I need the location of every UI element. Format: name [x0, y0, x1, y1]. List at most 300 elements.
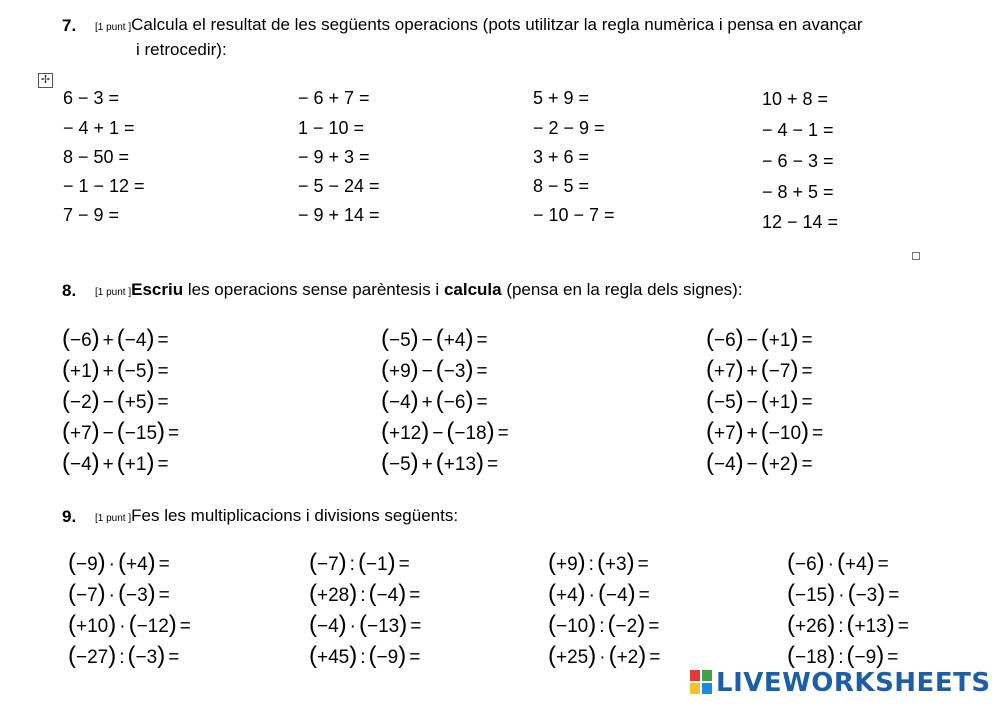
operand-a: −9	[76, 554, 98, 575]
operator: −	[102, 392, 114, 413]
question-7-statement-line2: i retrocedir):	[136, 40, 227, 59]
operand-a: −15	[795, 585, 828, 606]
open-paren: (	[706, 387, 714, 414]
operand-b: +1	[768, 330, 791, 351]
close-paren: )	[398, 580, 407, 607]
operation	[548, 580, 650, 608]
operation	[706, 356, 813, 384]
operator: ·	[349, 616, 356, 637]
operator: +	[746, 361, 758, 382]
operand-b: −3	[855, 585, 878, 606]
operand-a: −4	[389, 392, 411, 413]
operation	[62, 449, 169, 477]
question-9-statement	[95, 504, 458, 531]
open-paren: (	[760, 387, 769, 414]
open-paren: (	[760, 325, 769, 352]
close-paren: )	[108, 611, 117, 638]
operand-b: −9	[854, 647, 877, 668]
operator: −	[421, 330, 433, 351]
operator: ·	[588, 585, 595, 606]
open-paren: (	[435, 356, 444, 383]
close-paren: )	[877, 580, 886, 607]
operand-a: +4	[556, 585, 578, 606]
operand-b: −4	[606, 585, 628, 606]
open-paren: (	[846, 611, 855, 638]
operator: :	[838, 616, 844, 637]
operation: − 6 − 3 =	[762, 151, 834, 171]
equals-sign: =	[648, 616, 660, 637]
equals-sign: =	[801, 330, 813, 351]
close-paren: )	[421, 418, 430, 445]
equals-sign: =	[476, 361, 488, 382]
equals-sign: =	[812, 423, 824, 444]
open-paren: (	[548, 580, 556, 607]
operand-a: +45	[317, 647, 350, 668]
close-paren: )	[465, 387, 474, 414]
operation	[381, 356, 488, 384]
operator: ·	[827, 554, 834, 575]
question-7-number: 7.	[62, 16, 77, 35]
open-paren: (	[116, 387, 125, 414]
close-paren: )	[108, 642, 117, 669]
close-paren: )	[168, 611, 177, 638]
close-paren: )	[827, 611, 836, 638]
open-paren: (	[381, 325, 389, 352]
close-paren: )	[91, 387, 100, 414]
operand-b: −10	[768, 423, 802, 444]
operator: ·	[108, 585, 115, 606]
open-paren: (	[116, 325, 125, 352]
close-paren: )	[410, 325, 419, 352]
open-paren: (	[381, 356, 389, 383]
open-paren: (	[607, 611, 616, 638]
equals-sign: =	[637, 554, 649, 575]
operation	[787, 580, 899, 608]
operand-a: −7	[317, 554, 339, 575]
close-paren: )	[735, 356, 744, 383]
open-paren: (	[116, 418, 125, 445]
question-8-number: 8.	[62, 281, 77, 300]
close-paren: )	[876, 642, 885, 669]
operand-a: −7	[76, 585, 98, 606]
open-paren: (	[787, 580, 795, 607]
close-paren: )	[147, 580, 156, 607]
open-paren: (	[548, 642, 556, 669]
equals-sign: =	[487, 454, 499, 475]
operator: ·	[108, 554, 115, 575]
operator: ·	[119, 616, 126, 637]
equals-sign: =	[409, 647, 421, 668]
operation: 7 − 9 =	[63, 205, 120, 225]
operation	[309, 580, 420, 608]
open-paren: (	[706, 449, 714, 476]
open-paren: (	[381, 387, 389, 414]
operand-b: −2	[615, 616, 638, 637]
operation	[381, 449, 498, 477]
open-paren: (	[368, 580, 377, 607]
operand-b: +13	[854, 616, 887, 637]
open-paren: (	[760, 449, 769, 476]
close-paren: )	[338, 549, 347, 576]
open-paren: (	[62, 325, 70, 352]
open-paren: (	[548, 611, 556, 638]
equals-sign: =	[801, 361, 813, 382]
close-paren: )	[147, 549, 156, 576]
operation	[787, 611, 909, 639]
open-paren: (	[128, 611, 137, 638]
close-paren: )	[886, 611, 895, 638]
operator: :	[599, 616, 605, 637]
close-paren: )	[410, 449, 419, 476]
open-paren: (	[435, 387, 444, 414]
close-paren: )	[338, 611, 347, 638]
equals-sign: =	[476, 330, 488, 351]
operation: − 5 − 24 =	[298, 176, 380, 196]
question-8-text-end: (pensa en la regla dels signes):	[501, 280, 743, 299]
operation: − 1 − 12 =	[63, 176, 145, 196]
equals-sign: =	[801, 392, 813, 413]
close-paren: )	[410, 356, 419, 383]
equals-sign: =	[398, 554, 410, 575]
operand-a: −27	[76, 647, 109, 668]
close-paren: )	[577, 549, 586, 576]
operand-b: +3	[604, 554, 627, 575]
operation	[381, 418, 509, 446]
operator: ·	[599, 647, 606, 668]
equals-sign: =	[157, 454, 169, 475]
operation	[309, 549, 410, 577]
question-7-text: Calcula el resultat de les següents operacions (pots utilitzar la regla numèrica i pensa en avançar	[131, 15, 863, 34]
close-paren: )	[146, 387, 155, 414]
operation	[787, 549, 889, 577]
open-paren: (	[116, 356, 125, 383]
open-paren: (	[435, 325, 444, 352]
operand-b: +4	[126, 554, 148, 575]
table-move-handle-icon[interactable]: ✢	[38, 73, 53, 88]
close-paren: )	[866, 549, 875, 576]
operator: +	[421, 454, 433, 475]
operand-b: −4	[124, 330, 147, 351]
close-paren: )	[735, 387, 744, 414]
operation	[68, 642, 179, 670]
operation	[68, 549, 170, 577]
open-paren: (	[359, 611, 367, 638]
close-paren: )	[349, 642, 358, 669]
operand-a: −4	[70, 454, 92, 475]
operand-a: −6	[795, 554, 817, 575]
open-paren: (	[381, 418, 389, 445]
open-paren: (	[787, 549, 795, 576]
close-paren: )	[627, 580, 636, 607]
close-paren: )	[735, 449, 744, 476]
open-paren: (	[706, 418, 714, 445]
operand-b: +13	[443, 454, 477, 475]
liveworksheets-logo-icon	[690, 670, 714, 696]
close-paren: )	[637, 611, 646, 638]
open-paren: (	[837, 549, 845, 576]
equals-sign: =	[168, 423, 180, 444]
open-paren: (	[435, 449, 444, 476]
operation	[68, 580, 170, 608]
open-paren: (	[118, 580, 126, 607]
operation	[548, 611, 659, 639]
operand-a: +26	[795, 616, 828, 637]
equals-sign: =	[897, 616, 909, 637]
operand-a: −6	[714, 330, 736, 351]
equals-sign: =	[168, 647, 180, 668]
operation	[381, 325, 488, 353]
close-paren: )	[465, 325, 474, 352]
operand-a: +9	[389, 361, 411, 382]
open-paren: (	[381, 449, 389, 476]
close-paren: )	[638, 642, 647, 669]
question-7-points: [1 punt ]	[95, 22, 132, 33]
operation	[309, 642, 420, 670]
open-paren: (	[309, 580, 317, 607]
operand-a: −6	[70, 330, 92, 351]
open-paren: (	[62, 449, 70, 476]
operation: 1 − 10 =	[298, 118, 365, 138]
equals-sign: =	[877, 554, 889, 575]
question-8-text-mid: les operacions sense parèntesis i	[183, 280, 444, 299]
close-paren: )	[626, 549, 635, 576]
operand-b: −12	[136, 616, 169, 637]
close-paren: )	[410, 387, 419, 414]
operation: − 9 + 3 =	[298, 147, 370, 167]
open-paren: (	[596, 549, 605, 576]
close-paren: )	[157, 418, 166, 445]
equals-sign: =	[158, 554, 170, 575]
close-paren: )	[790, 387, 799, 414]
close-paren: )	[91, 418, 100, 445]
close-paren: )	[387, 549, 396, 576]
operation: − 8 + 5 =	[762, 182, 834, 202]
operator: −	[102, 423, 114, 444]
operator: :	[349, 554, 355, 575]
operand-a: −18	[795, 647, 828, 668]
operand-a: +7	[714, 423, 736, 444]
operation	[706, 449, 813, 477]
close-paren: )	[801, 418, 810, 445]
operator: −	[746, 392, 758, 413]
operand-a: −5	[389, 454, 411, 475]
operand-b: +4	[443, 330, 466, 351]
equals-sign: =	[179, 616, 191, 637]
operator: ·	[838, 585, 845, 606]
open-paren: (	[309, 549, 317, 576]
operation: − 6 + 7 =	[298, 88, 370, 108]
operator: +	[102, 361, 114, 382]
operator: :	[360, 647, 366, 668]
operand-a: +12	[389, 423, 422, 444]
open-paren: (	[846, 642, 855, 669]
open-paren: (	[446, 418, 455, 445]
equals-sign: =	[888, 585, 900, 606]
operation	[309, 611, 421, 639]
operand-b: −3	[443, 361, 466, 382]
operand-b: +2	[768, 454, 791, 475]
equals-sign: =	[887, 647, 899, 668]
equals-sign: =	[801, 454, 813, 475]
close-paren: )	[588, 642, 597, 669]
operand-b: +4	[845, 554, 867, 575]
close-paren: )	[790, 325, 799, 352]
close-paren: )	[91, 356, 100, 383]
operator: −	[746, 330, 758, 351]
question-8-points: [1 punt ]	[95, 287, 132, 298]
close-paren: )	[91, 325, 100, 352]
close-paren: )	[577, 580, 586, 607]
operator: :	[838, 647, 844, 668]
open-paren: (	[548, 549, 556, 576]
operator: +	[746, 423, 758, 444]
operation: 10 + 8 =	[762, 89, 829, 109]
operand-a: +10	[76, 616, 109, 637]
equals-sign: =	[157, 330, 169, 351]
operand-b: +2	[616, 647, 639, 668]
close-paren: )	[827, 642, 836, 669]
open-paren: (	[368, 642, 377, 669]
open-paren: (	[62, 387, 70, 414]
close-paren: )	[399, 611, 408, 638]
operand-b: −1	[365, 554, 388, 575]
operation	[62, 325, 169, 353]
operand-a: −10	[556, 616, 589, 637]
open-paren: (	[127, 642, 136, 669]
close-paren: )	[735, 325, 744, 352]
operation	[706, 325, 813, 353]
operator: :	[119, 647, 125, 668]
liveworksheets-logo-text: LIVEWORKSHEETS	[716, 668, 991, 698]
open-paren: (	[787, 611, 795, 638]
operand-a: +1	[70, 361, 92, 382]
close-paren: )	[97, 580, 106, 607]
operation	[548, 642, 660, 670]
operand-b: −6	[443, 392, 466, 413]
open-paren: (	[62, 356, 70, 383]
question-9-text: Fes les multiplicacions i divisions següents:	[131, 506, 459, 525]
question-8-bold-calcula: calcula	[443, 280, 502, 299]
operation	[381, 387, 488, 415]
operation	[68, 611, 191, 639]
question-8-bold-escriu: Escriu	[131, 280, 184, 299]
open-paren: (	[760, 418, 769, 445]
open-paren: (	[760, 356, 769, 383]
operator: −	[432, 423, 444, 444]
operand-b: −5	[124, 361, 147, 382]
operand-a: +7	[70, 423, 92, 444]
operand-b: +1	[768, 392, 791, 413]
close-paren: )	[827, 580, 836, 607]
operand-a: −5	[714, 392, 736, 413]
open-paren: (	[118, 549, 126, 576]
operand-a: +25	[556, 647, 589, 668]
operation: 8 − 50 =	[63, 147, 130, 167]
equals-sign: =	[157, 361, 169, 382]
operand-b: −9	[376, 647, 399, 668]
operand-a: −5	[389, 330, 411, 351]
question-8-statement	[95, 278, 743, 305]
operation: − 2 − 9 =	[533, 118, 605, 138]
open-paren: (	[608, 642, 617, 669]
equals-sign: =	[638, 585, 650, 606]
operation: 5 + 9 =	[533, 88, 590, 108]
operand-b: −7	[768, 361, 791, 382]
operator: +	[102, 454, 114, 475]
close-paren: )	[465, 356, 474, 383]
open-paren: (	[706, 325, 714, 352]
close-paren: )	[735, 418, 744, 445]
operand-a: −2	[70, 392, 92, 413]
close-paren: )	[398, 642, 407, 669]
operand-b: −4	[376, 585, 399, 606]
open-paren: (	[598, 580, 606, 607]
operation: − 10 − 7 =	[533, 205, 615, 225]
close-paren: )	[91, 449, 100, 476]
open-paren: (	[847, 580, 856, 607]
operation: − 4 − 1 =	[762, 120, 834, 140]
operator: −	[421, 361, 433, 382]
open-paren: (	[68, 580, 76, 607]
operand-b: +1	[124, 454, 147, 475]
operator: :	[360, 585, 366, 606]
operand-b: −18	[454, 423, 487, 444]
close-paren: )	[476, 449, 485, 476]
close-paren: )	[816, 549, 825, 576]
open-paren: (	[309, 611, 317, 638]
operator: +	[421, 392, 433, 413]
equals-sign: =	[157, 392, 169, 413]
question-7-statement	[95, 13, 863, 40]
equals-sign: =	[158, 585, 170, 606]
open-paren: (	[116, 449, 125, 476]
operand-a: +7	[714, 361, 736, 382]
close-paren: )	[97, 549, 106, 576]
operand-a: +9	[556, 554, 578, 575]
question-9-number: 9.	[62, 507, 77, 526]
operation: 12 − 14 =	[762, 212, 839, 232]
operand-b: −13	[367, 616, 400, 637]
operand-b: −3	[126, 585, 148, 606]
operation	[548, 549, 649, 577]
operation: 6 − 3 =	[63, 88, 120, 108]
close-paren: )	[486, 418, 495, 445]
equals-sign: =	[410, 616, 422, 637]
operation	[706, 387, 813, 415]
open-paren: (	[68, 642, 76, 669]
equals-sign: =	[476, 392, 488, 413]
close-paren: )	[157, 642, 166, 669]
operation	[62, 356, 169, 384]
open-paren: (	[62, 418, 70, 445]
operation: − 4 + 1 =	[63, 118, 135, 138]
equals-sign: =	[649, 647, 661, 668]
operand-b: −3	[135, 647, 158, 668]
operand-b: −15	[124, 423, 158, 444]
operation	[62, 387, 169, 415]
equals-sign: =	[497, 423, 509, 444]
operation: 8 − 5 =	[533, 176, 590, 196]
table-resize-handle-icon[interactable]	[912, 252, 920, 260]
operator: −	[746, 454, 758, 475]
operation	[62, 418, 179, 446]
equals-sign: =	[409, 585, 421, 606]
open-paren: (	[357, 549, 366, 576]
open-paren: (	[706, 356, 714, 383]
operation	[706, 418, 823, 446]
operation	[787, 642, 898, 670]
operand-b: +5	[124, 392, 147, 413]
